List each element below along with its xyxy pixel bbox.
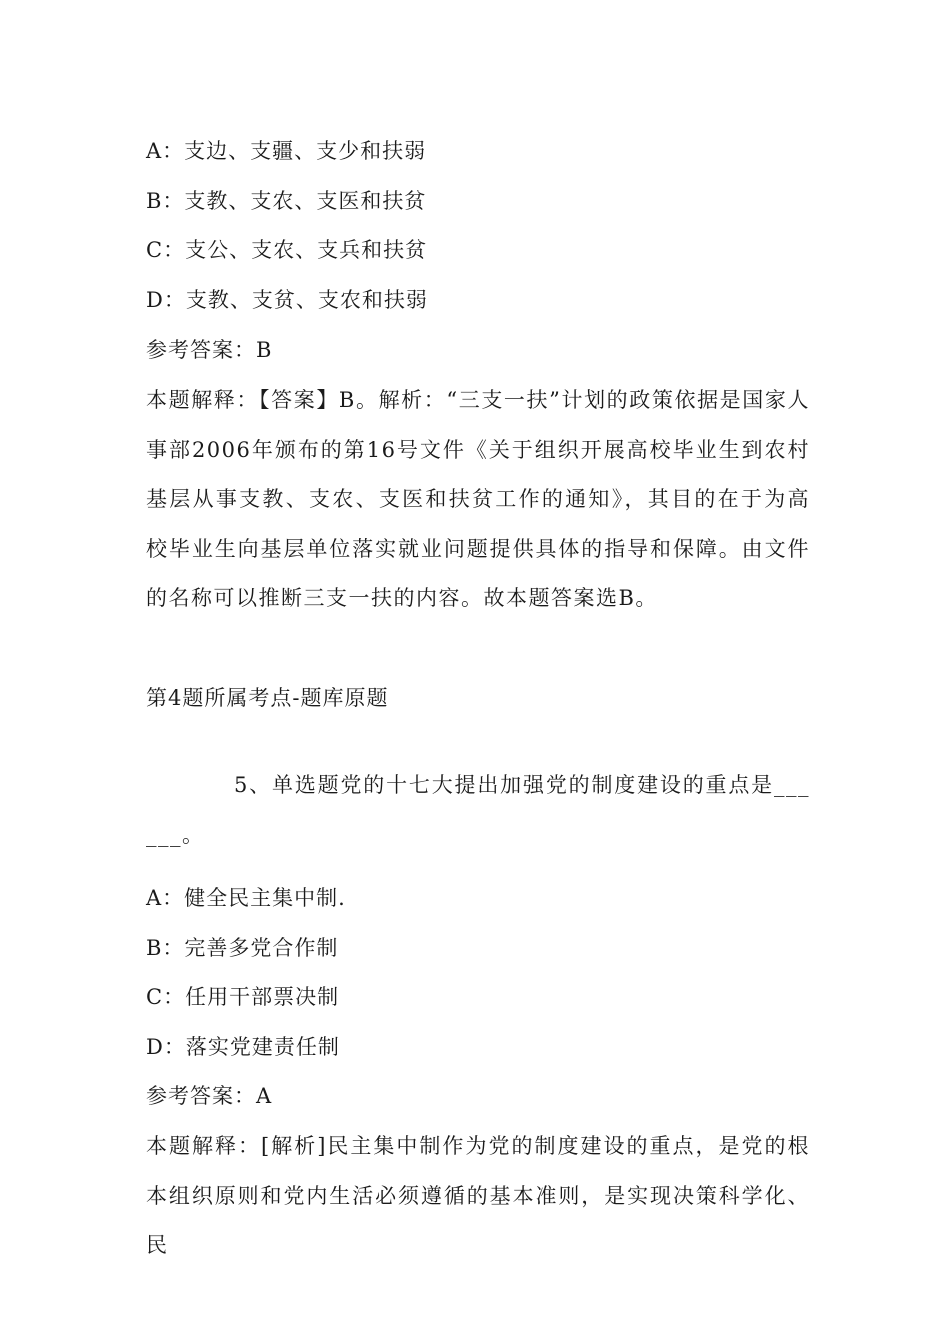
q4-option-d: D：支教、支贫、支农和扶弱 (146, 288, 428, 312)
q4-explanation: 本题解释：【答案】B。解析：“三支一扶”计划的政策依据是国家人事部2006年颁布的第16号文件《关于组织开展高校毕业生到农村基层从事支教、支农、支医和扶贫工作的通知》，其目的在于为高校毕业生向基层单位落实就业问题提供具体的指导和保障。由文件的名称可以推断三支一扶的内容。故本题答案选B。 (146, 388, 810, 610)
q4-option-b: B：支教、支农、支医和扶贫 (146, 189, 427, 213)
q5-option-d: D：落实党建责任制 (146, 1035, 340, 1059)
q4-answer: 参考答案：B (146, 338, 273, 362)
q4-topic: 第4题所属考点-题库原题 (146, 686, 389, 710)
q5-option-c: C：任用干部票决制 (146, 985, 340, 1009)
q5-option-b: B：完善多党合作制 (146, 936, 339, 960)
q4-option-a: A：支边、支疆、支少和扶弱 (146, 139, 427, 163)
q5-option-a: A：健全民主集中制. (146, 886, 346, 910)
q5-question: 5、单选题党的十七大提出加强党的制度建设的重点是______。 (146, 773, 810, 847)
q4-option-c: C：支公、支农、支兵和扶贫 (146, 238, 428, 262)
q5-answer: 参考答案：A (146, 1084, 273, 1108)
q5-explanation: 本题解释：[解析]民主集中制作为党的制度建设的重点，是党的根本组织原则和党内生活必须遵循的基本准则，是实现决策科学化、民 (146, 1134, 810, 1257)
